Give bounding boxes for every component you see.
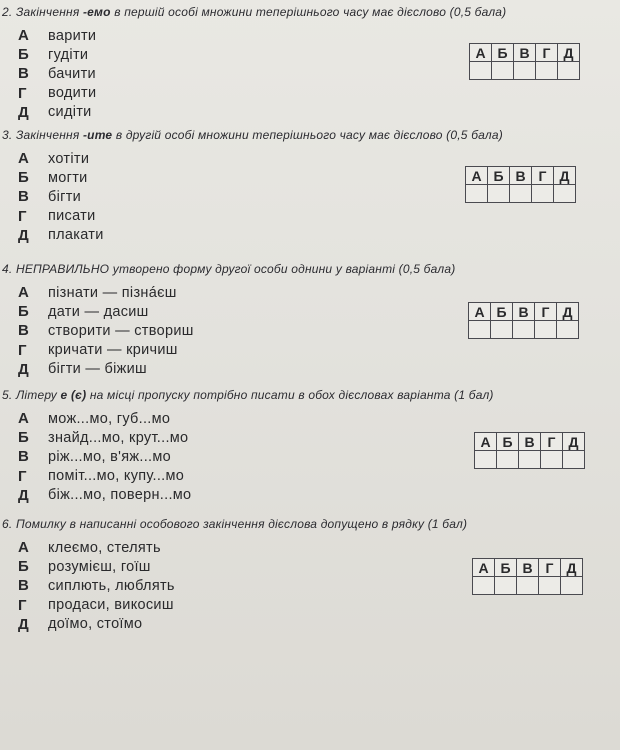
answer-cell-b[interactable] [488, 185, 510, 203]
grid-header-a: А [466, 167, 488, 185]
option-a[interactable]: А клеємо, стелять [18, 539, 161, 557]
option-d[interactable]: Д біж...мо, поверн...мо [18, 486, 192, 504]
grid-header-v: В [519, 433, 541, 451]
grid-header-g: Г [532, 167, 554, 185]
option-b[interactable]: Б розумієш, гоїш [18, 558, 151, 576]
answer-cell-g[interactable] [539, 577, 561, 595]
grid-header-b: Б [497, 433, 519, 451]
answer-cell-a[interactable] [466, 185, 488, 203]
grid-header-d: Д [558, 44, 580, 62]
option-g[interactable]: Г поміт...мо, купу...мо [18, 467, 185, 485]
grid-header-g: Г [536, 44, 558, 62]
question-5-title: 5. Літеру е (є) на місці пропуску потрібно писати в обох дієсловах варіанта (1 бал) [2, 388, 494, 402]
option-d[interactable]: Д доїмо, стоїмо [18, 615, 143, 633]
option-d[interactable]: Д бігти — біжиш [18, 360, 147, 378]
answer-cell-v[interactable] [513, 321, 535, 339]
answer-cell-d[interactable] [558, 62, 580, 80]
answer-cell-a[interactable] [473, 577, 495, 595]
grid-header-d: Д [557, 303, 579, 321]
question-6-options [18, 538, 175, 634]
grid-header-d: Д [561, 559, 583, 577]
answer-cell-v[interactable] [514, 62, 536, 80]
answer-cell-d[interactable] [554, 185, 576, 203]
answer-grid [474, 432, 585, 469]
answer-grid [468, 302, 579, 339]
answer-cell-b[interactable] [492, 62, 514, 80]
grid-header-a: А [470, 44, 492, 62]
option-v[interactable]: В сиплють, люблять [18, 577, 175, 595]
grid-header-b: Б [491, 303, 513, 321]
question-4-title: 4. НЕПРАВИЛЬНО утворено форму другої особи однини у варіанті (0,5 бала) [2, 262, 456, 276]
question-5-options [18, 409, 191, 505]
grid-header-v: В [513, 303, 535, 321]
grid-header-v: В [514, 44, 536, 62]
answer-cell-b[interactable] [491, 321, 513, 339]
answer-cell-v[interactable] [510, 185, 532, 203]
answer-cell-d[interactable] [561, 577, 583, 595]
grid-header-b: Б [495, 559, 517, 577]
question-2-title: 2. Закінчення -емо в першій особі множини теперішнього часу має дієслово (0,5 бала) [2, 5, 507, 19]
option-d[interactable]: Д сидіти [18, 103, 92, 121]
grid-header-b: Б [492, 44, 514, 62]
answer-cell-a[interactable] [469, 321, 491, 339]
option-g[interactable]: Г продаси, викосиш [18, 596, 174, 614]
grid-header-a: А [473, 559, 495, 577]
answer-grid [465, 166, 576, 203]
option-v[interactable]: В ріж...мо, в'яж...мо [18, 448, 172, 466]
option-b[interactable]: Б знайд...мо, крут...мо [18, 429, 189, 447]
option-g[interactable]: Г писати [18, 207, 96, 225]
option-b[interactable]: Б могти [18, 169, 88, 187]
question-6-title: 6. Помилку в написанні особового закінчення дієслова допущено в рядку (1 бал) [2, 517, 468, 531]
answer-cell-v[interactable] [517, 577, 539, 595]
option-v[interactable]: В бігти [18, 188, 82, 206]
answer-cell-g[interactable] [541, 451, 563, 469]
grid-header-a: А [475, 433, 497, 451]
grid-header-g: Г [539, 559, 561, 577]
answer-cell-g[interactable] [532, 185, 554, 203]
grid-header-d: Д [563, 433, 585, 451]
grid-header-v: В [510, 167, 532, 185]
option-d[interactable]: Д плакати [18, 226, 104, 244]
answer-cell-v[interactable] [519, 451, 541, 469]
answer-cell-b[interactable] [495, 577, 517, 595]
option-a[interactable]: А мож...мо, губ...мо [18, 410, 171, 428]
option-a[interactable]: А пізнати — пізнáєш [18, 284, 177, 302]
answer-cell-a[interactable] [475, 451, 497, 469]
question-2-options [18, 26, 96, 122]
question-3-title: 3. Закінчення -ите в другій особі множини теперішнього часу має дієслово (0,5 бала) [2, 128, 503, 142]
grid-header-g: Г [541, 433, 563, 451]
grid-header-d: Д [554, 167, 576, 185]
option-a[interactable]: А варити [18, 27, 97, 45]
question-4-options [18, 283, 194, 379]
option-a[interactable]: А хотіти [18, 150, 90, 168]
answer-cell-g[interactable] [535, 321, 557, 339]
answer-cell-b[interactable] [497, 451, 519, 469]
question-3-options [18, 149, 104, 245]
grid-header-a: А [469, 303, 491, 321]
answer-grid [469, 43, 580, 80]
grid-header-g: Г [535, 303, 557, 321]
grid-header-v: В [517, 559, 539, 577]
option-v[interactable]: В створити — створиш [18, 322, 194, 340]
answer-cell-a[interactable] [470, 62, 492, 80]
answer-cell-d[interactable] [557, 321, 579, 339]
option-b[interactable]: Б дати — дасиш [18, 303, 149, 321]
grid-header-b: Б [488, 167, 510, 185]
option-b[interactable]: Б гудіти [18, 46, 89, 64]
option-g[interactable]: Г водити [18, 84, 97, 102]
option-v[interactable]: В бачити [18, 65, 96, 83]
answer-cell-g[interactable] [536, 62, 558, 80]
option-g[interactable]: Г кричати — кричиш [18, 341, 178, 359]
answer-cell-d[interactable] [563, 451, 585, 469]
answer-grid [472, 558, 583, 595]
